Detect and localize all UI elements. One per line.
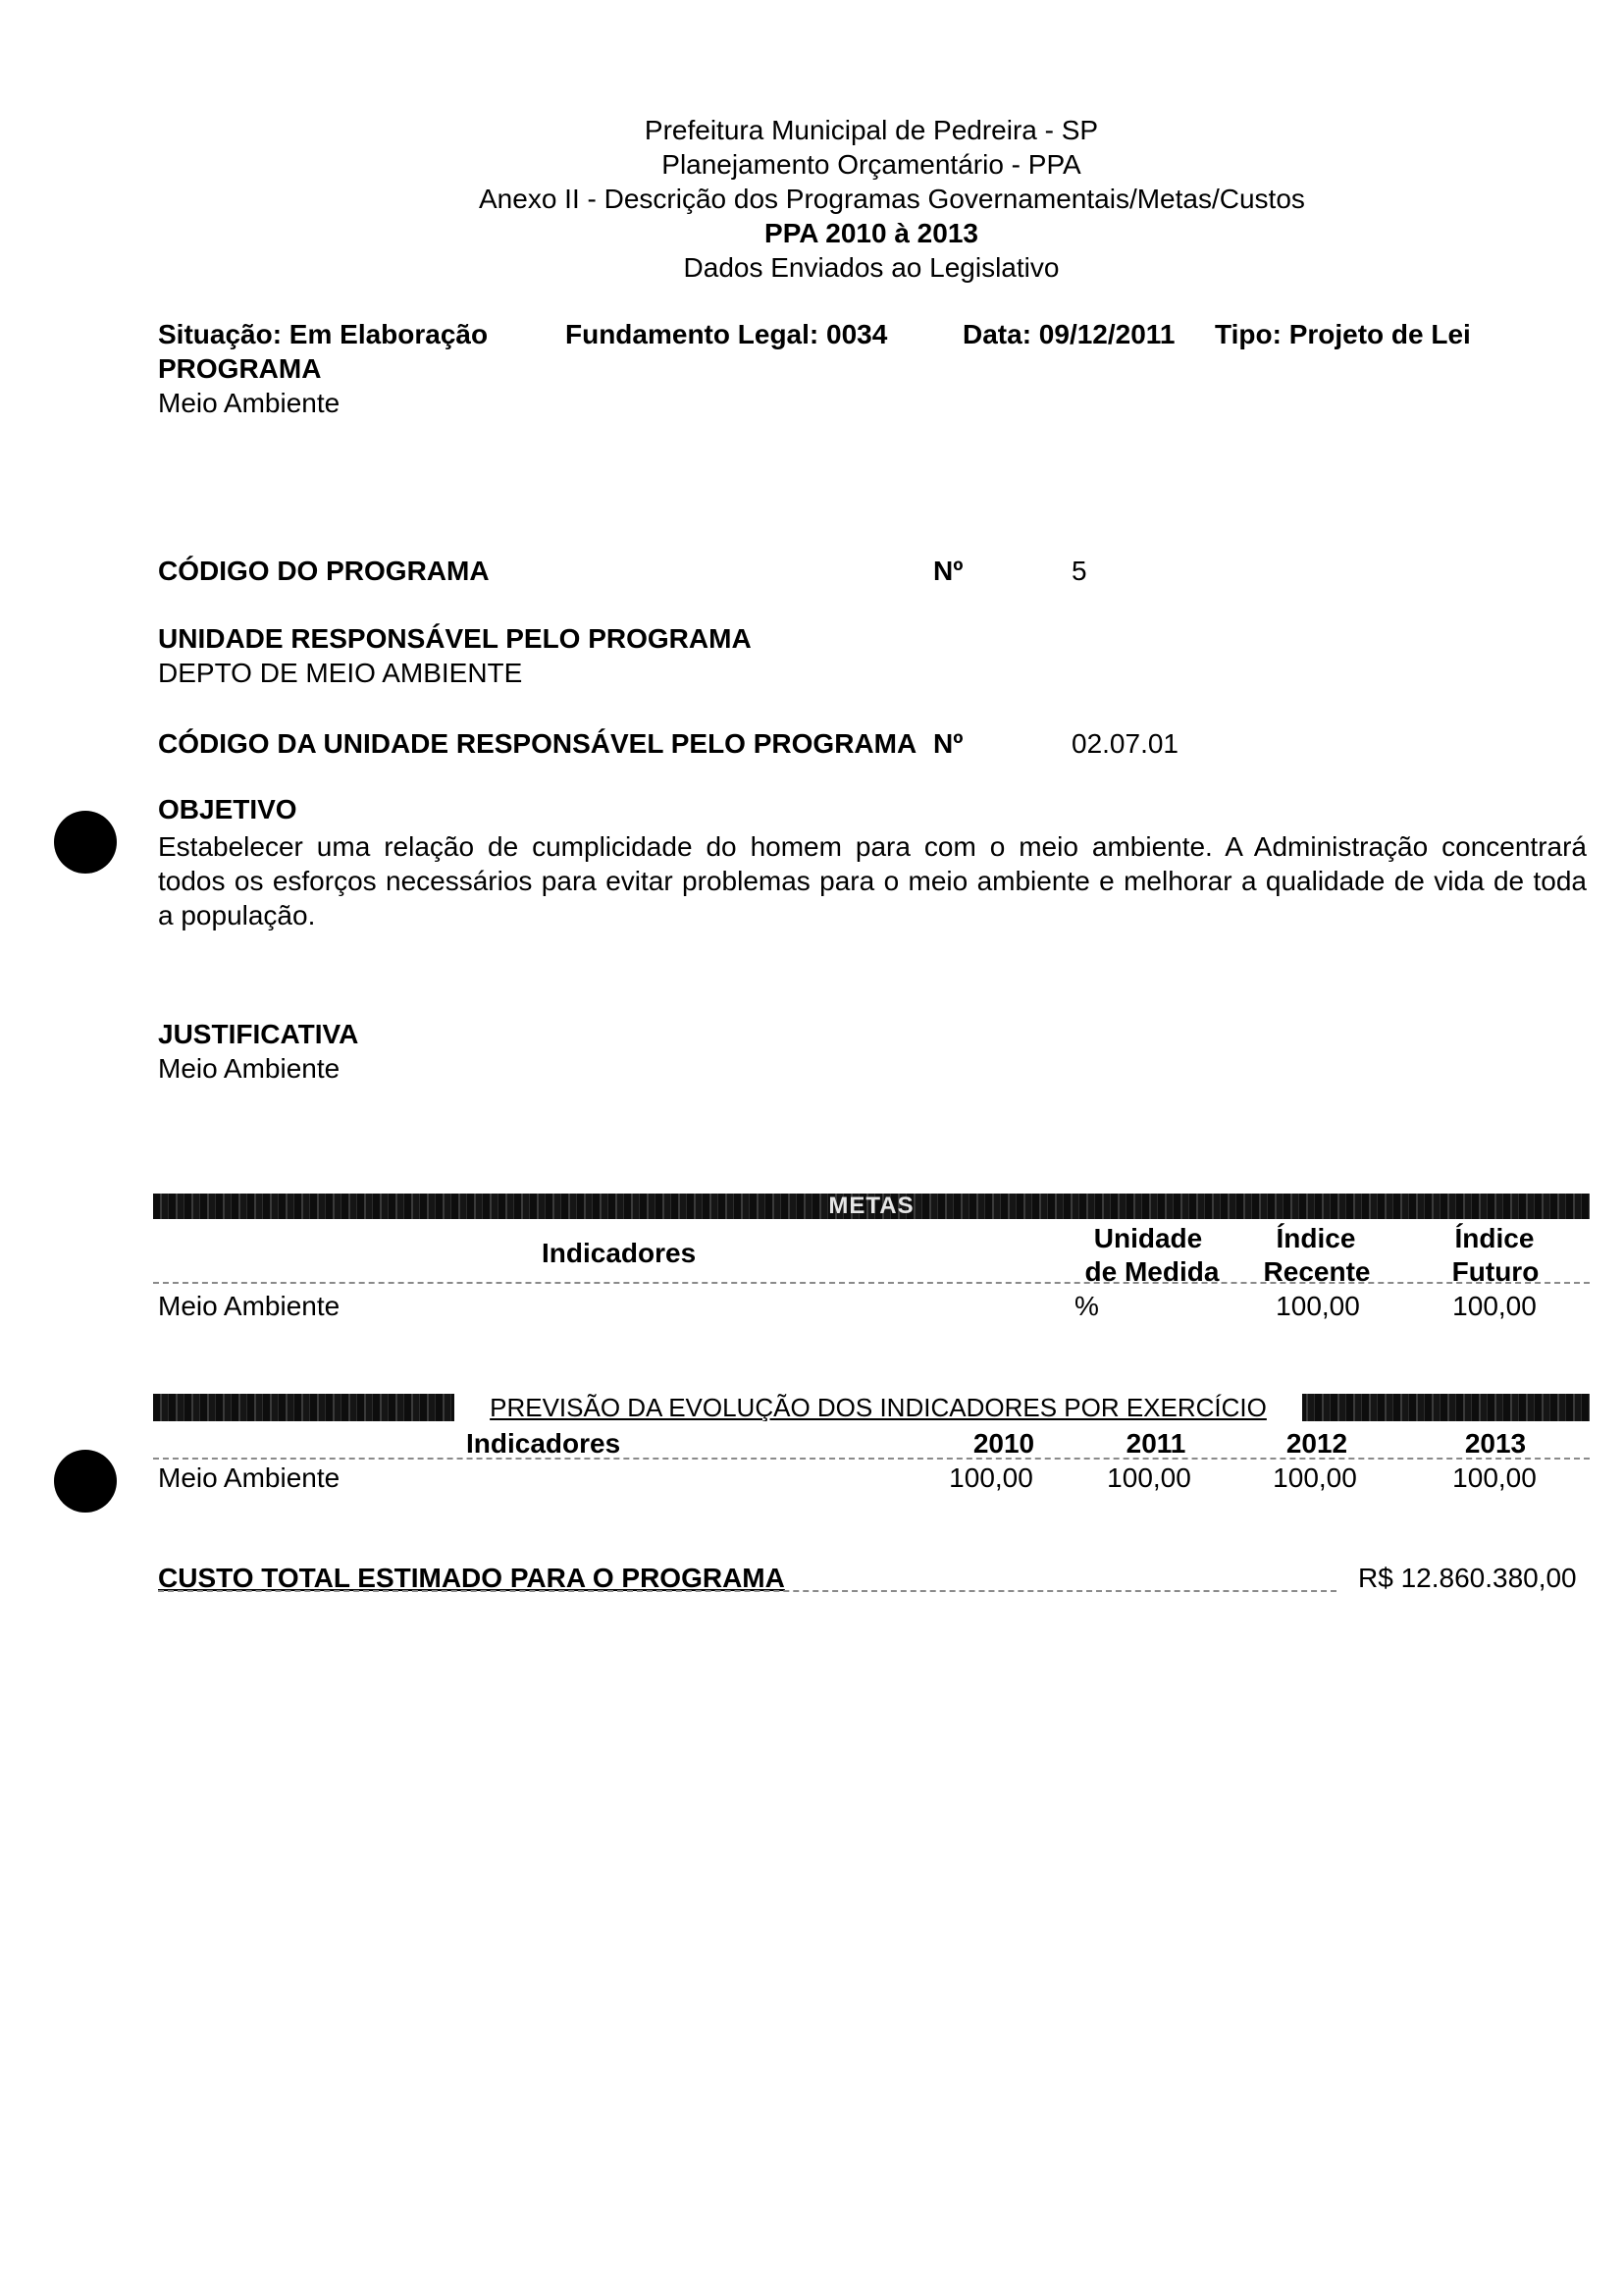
previsao-row-value: 100,00 bbox=[1107, 1462, 1191, 1493]
metas-header-rule bbox=[153, 1282, 1590, 1284]
codigo-programa-no-label: Nº bbox=[933, 556, 964, 586]
metas-col-indice-futuro-sub: Futuro bbox=[1451, 1256, 1540, 1287]
document-header bbox=[479, 113, 1305, 285]
custo-total-leader-line bbox=[158, 1590, 1336, 1592]
custo-total-value: R$ 12.860.380,00 bbox=[1358, 1563, 1577, 1593]
header-ppa-period: PPA 2010 à 2013 bbox=[764, 218, 978, 248]
metas-row-indicador: Meio Ambiente bbox=[158, 1291, 341, 1321]
metas-col-unidade: Unidade bbox=[1093, 1223, 1203, 1253]
codigo-unidade-value: 02.07.01 bbox=[1072, 728, 1179, 759]
previsao-row-value: 100,00 bbox=[949, 1462, 1033, 1493]
metas-row-indice-futuro: 100,00 bbox=[1452, 1291, 1537, 1321]
metas-col-indice-recente-sub: Recente bbox=[1263, 1256, 1371, 1287]
metas-row-unidade: % bbox=[1074, 1291, 1099, 1321]
objetivo-text-line: a população. bbox=[158, 900, 316, 930]
previsao-col-year: 2011 bbox=[1126, 1428, 1186, 1459]
status-situacao: Situação: Em Elaboração bbox=[158, 319, 489, 349]
metas-col-indicadores: Indicadores bbox=[542, 1238, 697, 1268]
metas-col-indice-futuro: Índice bbox=[1454, 1223, 1535, 1253]
punch-hole bbox=[54, 811, 117, 874]
previsao-row-value: 100,00 bbox=[1273, 1462, 1357, 1493]
custo-total-label: CUSTO TOTAL ESTIMADO PARA O PROGRAMA bbox=[158, 1563, 785, 1593]
codigo-unidade-no-label: Nº bbox=[933, 728, 964, 759]
metas-section-bar bbox=[153, 1194, 1590, 1219]
objetivo-text-line: todos os esforços necessários para evitar problemas para o meio ambiente e melhorar a qualidade de vida de toda bbox=[158, 866, 1587, 896]
justificativa-label: JUSTIFICATIVA bbox=[158, 1019, 359, 1049]
header-municipality: Prefeitura Municipal de Pedreira - SP bbox=[644, 115, 1099, 145]
header-planning: Planejamento Orçamentário - PPA bbox=[661, 149, 1081, 180]
previsao-col-year: 2012 bbox=[1285, 1428, 1348, 1459]
codigo-programa-label: CÓDIGO DO PROGRAMA bbox=[158, 556, 490, 586]
header-sent-to-legislative: Dados Enviados ao Legislativo bbox=[683, 252, 1060, 283]
previsao-row-value: 100,00 bbox=[1452, 1462, 1537, 1493]
codigo-unidade-label: CÓDIGO DA UNIDADE RESPONSÁVEL PELO PROGRAMA bbox=[158, 728, 917, 759]
previsao-section-bar bbox=[153, 1394, 1590, 1421]
previsao-header-rule bbox=[153, 1458, 1590, 1460]
programa-value: Meio Ambiente bbox=[158, 388, 341, 418]
objetivo-label: OBJETIVO bbox=[158, 794, 297, 824]
previsao-col-indicadores: Indicadores bbox=[466, 1428, 621, 1459]
status-data: Data: 09/12/2011 bbox=[963, 319, 1176, 349]
metas-col-indice-recente: Índice bbox=[1276, 1223, 1356, 1253]
punch-hole bbox=[54, 1450, 117, 1513]
metas-row-indice-recente: 100,00 bbox=[1276, 1291, 1360, 1321]
programa-label: PROGRAMA bbox=[158, 353, 322, 384]
unidade-label: UNIDADE RESPONSÁVEL PELO PROGRAMA bbox=[158, 623, 752, 654]
metas-title: METAS bbox=[828, 1194, 915, 1219]
status-tipo: Tipo: Projeto de Lei bbox=[1215, 319, 1471, 349]
unidade-value: DEPTO DE MEIO AMBIENTE bbox=[158, 658, 523, 688]
codigo-programa-value: 5 bbox=[1072, 556, 1087, 586]
objetivo-text-line: Estabelecer uma relação de cumplicidade do homem para com o meio ambiente. A Administração concentrará bbox=[158, 831, 1587, 862]
metas-col-unidade-sub: de Medida bbox=[1084, 1256, 1220, 1287]
previsao-col-year: 2013 bbox=[1464, 1428, 1527, 1459]
header-annex: Anexo II - Descrição dos Programas Governamentais/Metas/Custos bbox=[479, 184, 1305, 214]
justificativa-text: Meio Ambiente bbox=[158, 1053, 341, 1084]
previsao-title: PREVISÃO DA EVOLUÇÃO DOS INDICADORES POR EXERCÍCIO bbox=[454, 1394, 1302, 1421]
status-fundamento-legal: Fundamento Legal: 0034 bbox=[565, 319, 888, 349]
previsao-row-indicador: Meio Ambiente bbox=[158, 1462, 341, 1493]
previsao-col-year: 2010 bbox=[972, 1428, 1035, 1459]
